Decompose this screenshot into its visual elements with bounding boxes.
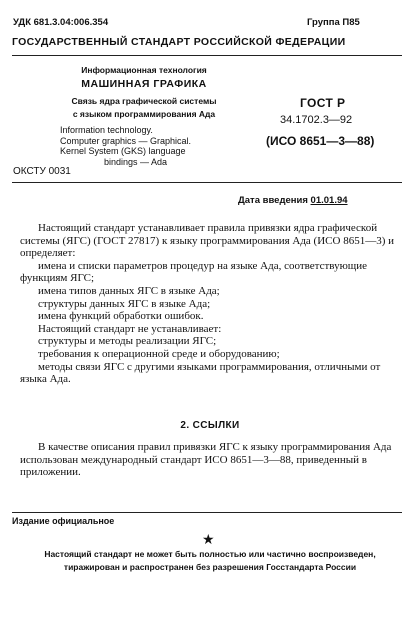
paragraph: Настоящий стандарт устанавливает правила привязки ядра графической системы (ЯГС) (ГОСТ 27817) к языку программирования Ада (ИСО 8651—3) и определяет:	[20, 222, 394, 260]
group-code: Группа П85	[307, 17, 360, 28]
paragraph: имена функций обработки ошибок.	[38, 310, 204, 323]
date-label: Дата введения	[238, 195, 308, 206]
top-divider	[12, 55, 402, 56]
english-line: bindings — Ada	[104, 156, 168, 167]
standard-title: ГОСУДАРСТВЕННЫЙ СТАНДАРТ РОССИЙСКОЙ ФЕДЕРАЦИИ	[12, 36, 346, 48]
copyright-line: Настоящий стандарт не может быть полностью или частично воспроизведен,	[44, 549, 376, 559]
iso-number: (ИСО 8651—3—88)	[266, 134, 375, 148]
paragraph: требования к операционной среде и оборудованию;	[38, 347, 280, 360]
paragraph: методы связи ЯГС с другими языками программирования, отличными от языка Ада.	[20, 360, 381, 386]
udk-code: УДК 681.3.04:006.354	[13, 17, 109, 28]
middle-divider	[12, 182, 402, 183]
english-line: Information technology.	[60, 125, 153, 135]
paragraph: структуры и методы реализации ЯГС;	[38, 335, 217, 348]
paragraph: имена типов данных ЯГС в языке Ада;	[38, 284, 220, 297]
english-line: Kernel System (GKS) language	[60, 146, 186, 156]
body-text	[20, 222, 405, 386]
paragraph: структуры данных ЯГС в языке Ада;	[38, 297, 211, 310]
paragraph: имена и списки параметров процедур на языке Ада, соответствующие функциям ЯГС;	[20, 259, 368, 285]
paragraph: Настоящий стандарт не устанавливает:	[38, 322, 222, 335]
title-block-russian	[60, 65, 228, 121]
date-value: 01.01.94	[310, 195, 348, 206]
effective-date	[238, 195, 348, 206]
paragraph: В качестве описания правил привязки ЯГС к языку программирования Ада использован международный стандарт ИСО 8651—3—88, приведенный в приложении.	[20, 441, 392, 479]
section-text	[20, 441, 405, 479]
official-edition-label: Издание официальное	[12, 516, 115, 526]
section-heading: 2. ССЫЛКИ	[180, 420, 240, 431]
english-line: Computer graphics — Graphical.	[60, 135, 192, 146]
okstu-code: ОКСТУ 0031	[13, 166, 71, 177]
standard-name: МАШИННАЯ ГРАФИКА	[81, 78, 207, 90]
star-icon: ★	[202, 533, 215, 548]
gost-number: 34.1702.3—92	[280, 114, 353, 126]
title-block-english	[60, 125, 191, 167]
subtitle-line-1: Связь ядра графической системы	[71, 96, 217, 106]
copyright-notice	[0, 548, 420, 574]
topic: Информационная технология	[81, 65, 207, 75]
copyright-line: тиражирован и распространен без разрешения Госстандарта России	[63, 562, 357, 572]
bottom-divider	[12, 512, 402, 513]
subtitle-line-2: с языком программирования Ада	[72, 109, 216, 119]
gost-label: ГОСТ Р	[300, 96, 346, 110]
